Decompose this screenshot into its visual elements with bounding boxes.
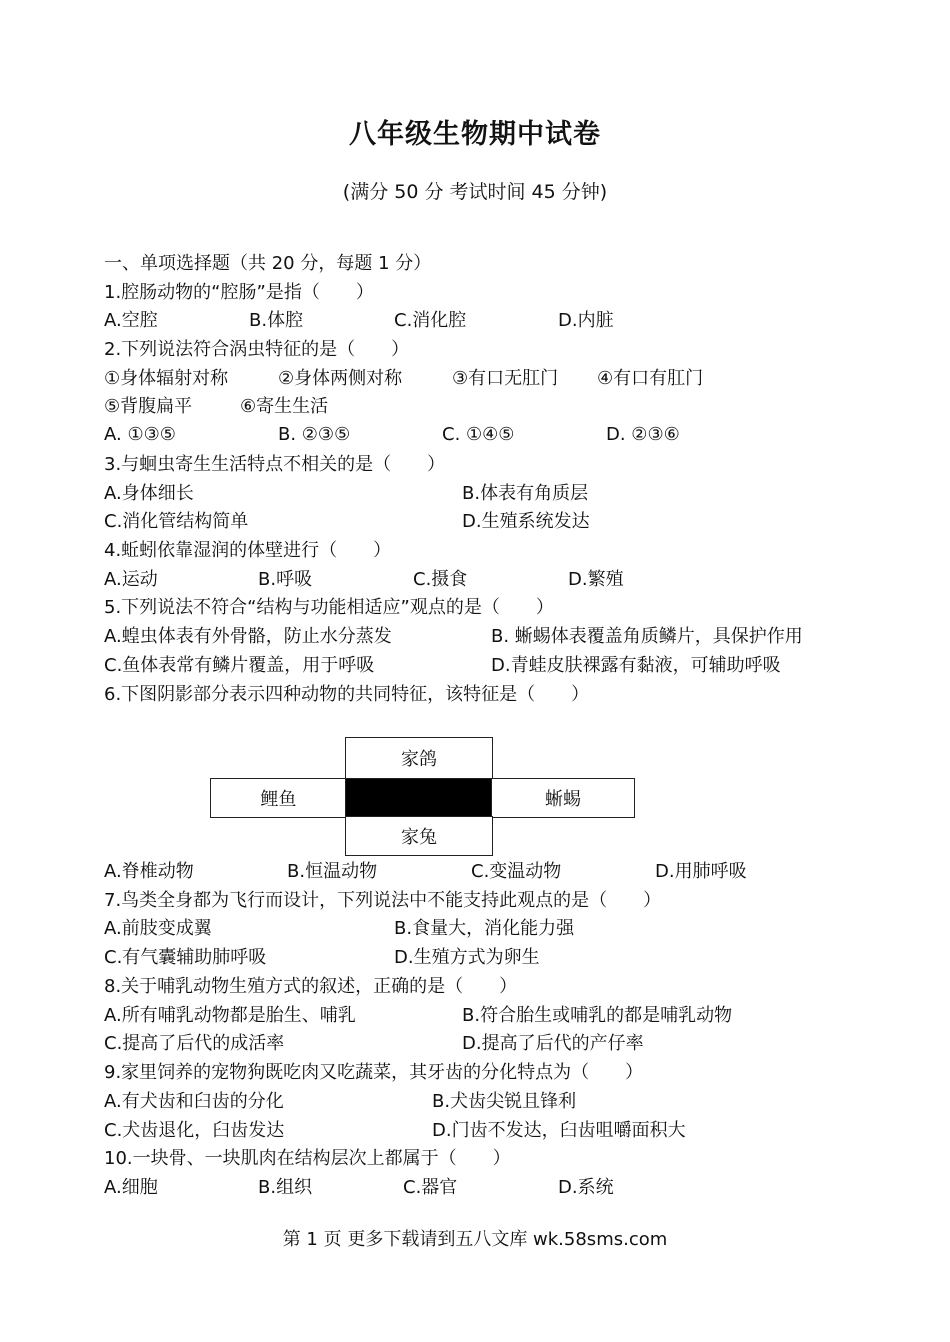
q5-option-b: B. 蜥蜴体表覆盖角质鳞片，具保护作用 <box>491 626 803 647</box>
q3-option-d: D.生殖系统发达 <box>462 511 590 532</box>
q8-option-a: A.所有哺乳动物都是胎生、哺乳 <box>104 1005 356 1026</box>
q6-option-c: C.变温动物 <box>471 861 562 882</box>
q5-option-d: D.青蛙皮肤裸露有黏液，可辅助呼吸 <box>491 655 781 676</box>
q2-item-5: ⑤背腹扁平 <box>104 396 193 417</box>
question-6-stem: 6.下图阴影部分表示四种动物的共同特征，该特征是（ ） <box>104 684 590 705</box>
q8-option-c: C.提高了后代的成活率 <box>104 1033 285 1054</box>
page-title: 八年级生物期中试卷 <box>349 119 601 150</box>
section-heading: 一、单项选择题（共 20 分，每题 1 分） <box>104 253 432 274</box>
q2-item-6: ⑥寄生生活 <box>240 396 329 417</box>
q8-option-d: D.提高了后代的产仔率 <box>462 1033 644 1054</box>
question-5-stem: 5.下列说法不符合“结构与功能相适应”观点的是（ ） <box>104 597 554 618</box>
question-9-stem: 9.家里饲养的宠物狗既吃肉又吃蔬菜，其牙齿的分化特点为（ ） <box>104 1062 644 1083</box>
q5-option-c: C.鱼体表常有鳞片覆盖，用于呼吸 <box>104 655 375 676</box>
q2-option-d: D. ②③⑥ <box>606 424 680 445</box>
question-8-stem: 8.关于哺乳动物生殖方式的叙述，正确的是（ ） <box>104 976 518 997</box>
q9-option-c: C.犬齿退化，臼齿发达 <box>104 1120 285 1141</box>
question-7-stem: 7.鸟类全身都为飞行而设计，下列说法中不能支持此观点的是（ ） <box>104 890 662 911</box>
q6-option-a: A.脊椎动物 <box>104 861 194 882</box>
q2-item-2: ②身体两侧对称 <box>278 368 403 389</box>
q4-option-a: A.运动 <box>104 569 158 590</box>
q10-option-a: A.细胞 <box>104 1177 158 1198</box>
q10-option-d: D.系统 <box>558 1177 614 1198</box>
q1-option-c: C.消化腔 <box>394 310 467 331</box>
q3-option-c: C.消化管结构简单 <box>104 511 249 532</box>
q4-option-b: B.呼吸 <box>258 569 313 590</box>
question-10-stem: 10.一块骨、一块肌肉在结构层次上都属于（ ） <box>104 1148 511 1169</box>
q2-item-3: ③有口无肛门 <box>452 368 559 389</box>
q1-option-a: A.空腔 <box>104 310 158 331</box>
question-2-stem: 2.下列说法符合涡虫特征的是（ ） <box>104 339 410 360</box>
q1-option-d: D.内脏 <box>558 310 614 331</box>
question-1-stem: 1.腔肠动物的“腔肠”是指（ ） <box>104 282 374 303</box>
q2-item-1: ①身体辐射对称 <box>104 368 229 389</box>
q7-option-d: D.生殖方式为卵生 <box>394 947 540 968</box>
q9-option-b: B.犬齿尖锐且锋利 <box>432 1091 577 1112</box>
q4-option-c: C.摄食 <box>413 569 468 590</box>
q3-option-a: A.身体细长 <box>104 483 194 504</box>
diagram-box-bottom: 家兔 <box>345 816 493 856</box>
q6-option-d: D.用肺呼吸 <box>655 861 747 882</box>
q3-option-b: B.体表有角质层 <box>462 483 589 504</box>
q5-option-a: A.蝗虫体表有外骨骼，防止水分蒸发 <box>104 626 392 647</box>
q2-option-a: A. ①③⑤ <box>104 424 176 445</box>
q1-option-b: B.体腔 <box>249 310 304 331</box>
question-4-stem: 4.蚯蚓依靠湿润的体壁进行（ ） <box>104 540 392 561</box>
q10-option-b: B.组织 <box>258 1177 313 1198</box>
page-footer: 第 1 页 更多下载请到五八文库 wk.58sms.com <box>282 1229 668 1250</box>
q2-option-c: C. ①④⑤ <box>442 424 515 445</box>
q10-option-c: C.器官 <box>403 1177 458 1198</box>
q7-option-a: A.前肢变成翼 <box>104 918 212 939</box>
q7-option-c: C.有气囊辅助肺呼吸 <box>104 947 267 968</box>
q4-option-d: D.繁殖 <box>568 569 624 590</box>
q2-option-b: B. ②③⑤ <box>278 424 351 445</box>
q6-option-b: B.恒温动物 <box>287 861 378 882</box>
diagram-box-right: 蜥蜴 <box>491 778 635 818</box>
q9-option-a: A.有犬齿和臼齿的分化 <box>104 1091 284 1112</box>
diagram-shaded-center <box>345 778 493 818</box>
question-3-stem: 3.与蛔虫寄生生活特点不相关的是（ ） <box>104 454 446 475</box>
q8-option-b: B.符合胎生或哺乳的都是哺乳动物 <box>462 1005 733 1026</box>
diagram-box-left: 鲤鱼 <box>210 778 347 818</box>
q7-option-b: B.食量大，消化能力强 <box>394 918 575 939</box>
exam-info: (满分 50 分 考试时间 45 分钟) <box>342 181 608 203</box>
diagram-box-top: 家鸽 <box>345 737 493 779</box>
q2-item-4: ④有口有肛门 <box>597 368 704 389</box>
q9-option-d: D.门齿不发达，臼齿咀嚼面积大 <box>432 1120 686 1141</box>
